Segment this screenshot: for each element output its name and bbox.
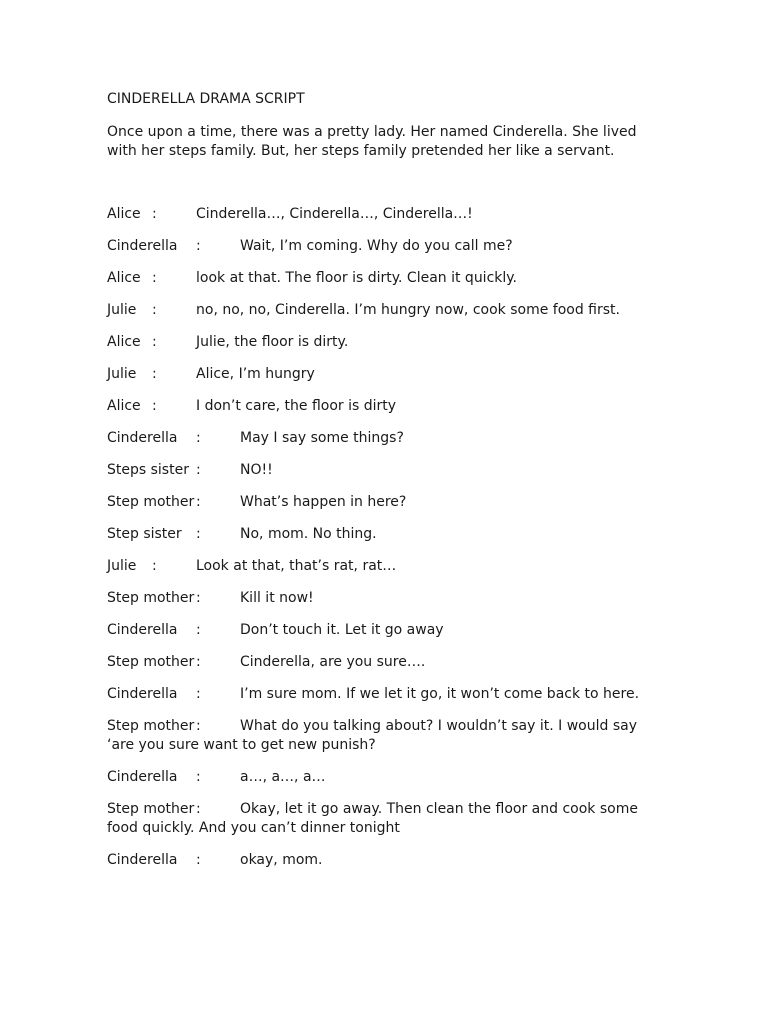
speaker-colon: : xyxy=(196,238,201,254)
speaker-colon: : xyxy=(196,494,201,510)
intro-line-2: with her steps family. But, her steps family pretended her like a servant. xyxy=(107,143,615,159)
dialogue-text: I’m sure mom. If we let it go, it won’t come back to here. xyxy=(240,686,640,702)
speaker-name: Julie xyxy=(107,558,137,574)
dialogue-text: What’s happen in here? xyxy=(240,494,407,510)
speaker-name: Step mother xyxy=(107,654,195,670)
speaker-name: Cinderella xyxy=(107,686,178,702)
speaker-colon: : xyxy=(196,769,201,785)
speaker-name: Alice xyxy=(107,206,141,222)
speaker-name: Steps sister xyxy=(107,462,189,478)
speaker-colon: : xyxy=(152,398,157,414)
dialogue-text: no, no, no, Cinderella. I’m hungry now, cook some food first. xyxy=(196,302,620,318)
speaker-name: Cinderella xyxy=(107,430,178,446)
speaker-colon: : xyxy=(196,430,201,446)
speaker-name: Alice xyxy=(107,270,141,286)
speaker-colon: : xyxy=(196,622,201,638)
dialogue-text: Wait, I’m coming. Why do you call me? xyxy=(240,238,513,254)
dialogue-text: Look at that, that’s rat, rat… xyxy=(196,558,397,574)
speaker-name: Step sister xyxy=(107,526,182,542)
speaker-name: Cinderella xyxy=(107,238,178,254)
speaker-name: Step mother xyxy=(107,718,195,734)
speaker-colon: : xyxy=(152,558,157,574)
speaker-colon: : xyxy=(152,334,157,350)
speaker-colon: : xyxy=(152,206,157,222)
dialogue-text: NO!! xyxy=(240,462,273,478)
speaker-name: Step mother xyxy=(107,801,195,817)
intro-line-1: Once upon a time, there was a pretty lady. Her named Cinderella. She lived xyxy=(107,124,637,140)
speaker-name: Cinderella xyxy=(107,852,178,868)
dialogue-text: Cinderella, are you sure…. xyxy=(240,654,426,670)
dialogue-text: No, mom. No thing. xyxy=(240,526,377,542)
document-title: CINDERELLA DRAMA SCRIPT xyxy=(107,91,305,107)
dialogue-text: May I say some things? xyxy=(240,430,404,446)
speaker-colon: : xyxy=(196,718,201,734)
dialogue-text: Cinderella…, Cinderella…, Cinderella…! xyxy=(196,206,473,222)
dialogue-text: Julie, the floor is dirty. xyxy=(196,334,349,350)
dialogue-text: okay, mom. xyxy=(240,852,323,868)
speaker-name: Julie xyxy=(107,302,137,318)
dialogue-text: Okay, let it go away. Then clean the floor and cook some xyxy=(240,801,638,817)
dialogue-text: Don’t touch it. Let it go away xyxy=(240,622,444,638)
speaker-name: Step mother xyxy=(107,590,195,606)
speaker-colon: : xyxy=(196,801,201,817)
speaker-colon: : xyxy=(196,462,201,478)
speaker-colon: : xyxy=(152,270,157,286)
speaker-colon: : xyxy=(152,302,157,318)
speaker-name: Alice xyxy=(107,398,141,414)
speaker-colon: : xyxy=(196,654,201,670)
speaker-name: Alice xyxy=(107,334,141,350)
speaker-name: Step mother xyxy=(107,494,195,510)
dialogue-continuation: food quickly. And you can’t dinner tonight xyxy=(107,820,400,836)
speaker-colon: : xyxy=(152,366,157,382)
speaker-name: Cinderella xyxy=(107,622,178,638)
speaker-name: Cinderella xyxy=(107,769,178,785)
intro-paragraph xyxy=(107,123,647,161)
dialogue-text: Alice, I’m hungry xyxy=(196,366,315,382)
speaker-colon: : xyxy=(196,526,201,542)
dialogue-continuation: ‘are you sure want to get new punish? xyxy=(107,737,376,753)
speaker-colon: : xyxy=(196,686,201,702)
dialogue-text: What do you talking about? I wouldn’t say it. I would say xyxy=(240,718,637,734)
speaker-colon: : xyxy=(196,590,201,606)
dialogue-text: a…, a…, a… xyxy=(240,769,326,785)
dialogue-text: Kill it now! xyxy=(240,590,314,606)
dialogue-text: look at that. The floor is dirty. Clean it quickly. xyxy=(196,270,518,286)
dialogue-text: I don’t care, the floor is dirty xyxy=(196,398,397,414)
speaker-name: Julie xyxy=(107,366,137,382)
speaker-colon: : xyxy=(196,852,201,868)
